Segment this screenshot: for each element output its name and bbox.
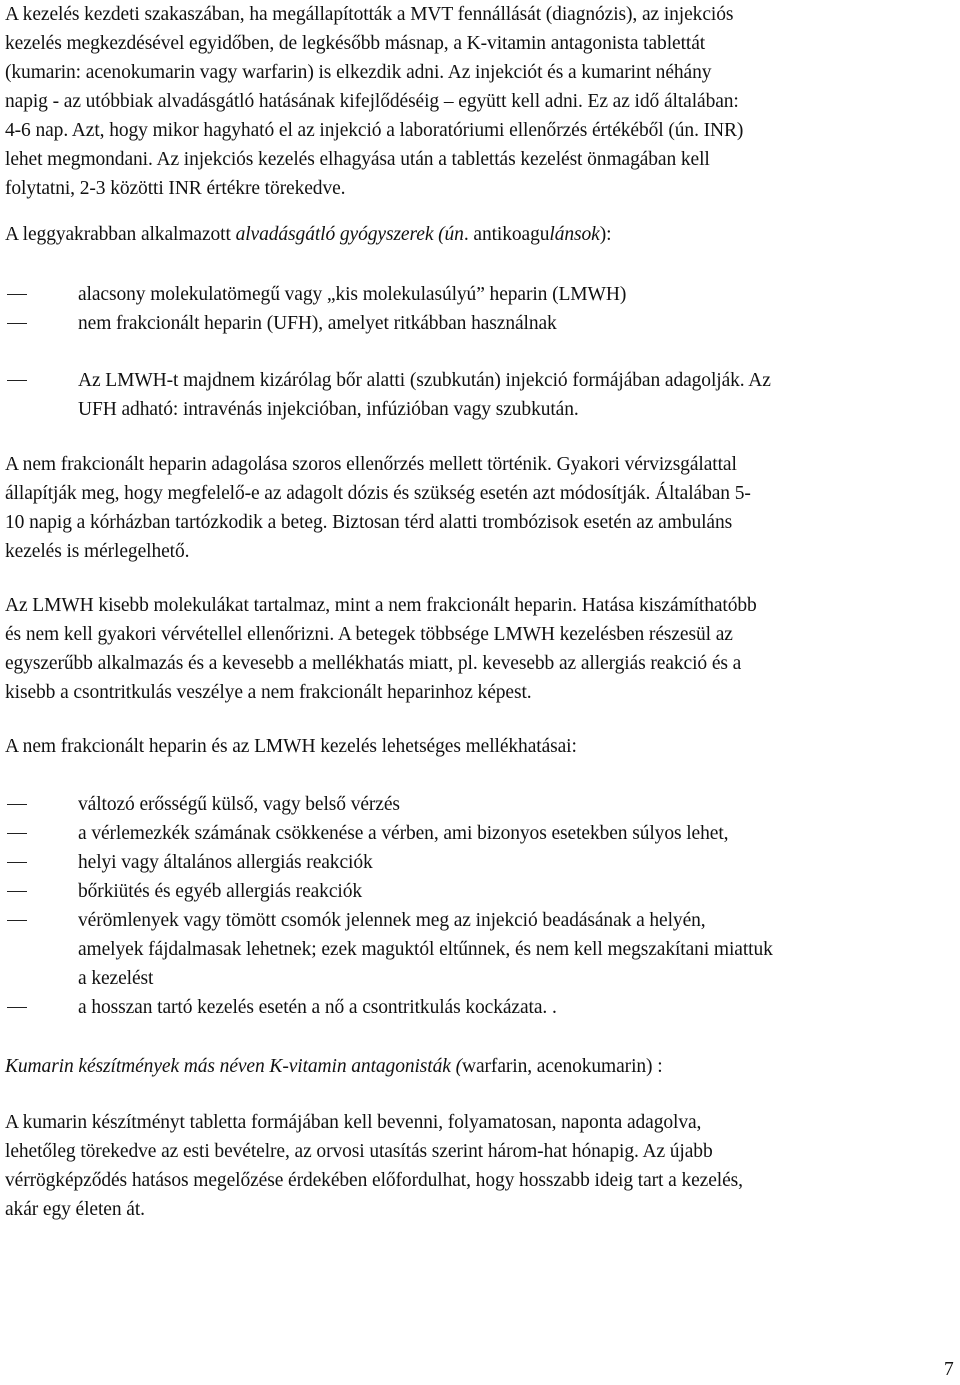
text-line xyxy=(5,1052,955,1081)
text-line: napig - az utóbbiak alvadásgátló hatásának kifejlődéséig ‒ együtt kell adni. Ez az idő általában: xyxy=(5,91,739,112)
dash-bullet xyxy=(5,993,27,1022)
text-line: lehetőleg törekedve az esti bevételre, az orvosi utasítás szerint három-hat hónapig. Az újabb xyxy=(5,1141,713,1162)
drug-list xyxy=(5,280,945,338)
text-line xyxy=(5,220,955,249)
side-effects-list xyxy=(5,790,945,1022)
text-line: a hosszan tartó kezelés esetén a nő a csontritkulás kockázata. . xyxy=(78,997,557,1018)
text-line: kezelés megkezdésével egyidőben, de legkésőbb másnap, a K-vitamin antagonista tablettát xyxy=(5,33,706,54)
heading-middle: . antikoagu xyxy=(463,224,550,245)
heading-prefix: A leggyakrabban alkalmazott xyxy=(5,224,236,245)
text-line: kisebb a csontritkulás veszélye a nem frakcionált heparinhoz képest. xyxy=(5,682,532,703)
text-line: akár egy életen át. xyxy=(5,1199,145,1220)
text-line: A nem frakcionált heparin és az LMWH kezelés lehetséges mellékhatásai: xyxy=(5,736,577,757)
list-item xyxy=(5,280,945,309)
text-line: A kumarin készítményt tabletta formájában kell bevenni, folyamatosan, naponta adagolva, xyxy=(5,1112,702,1133)
text-line: vérrögképződés hatásos megelőzése érdekében előfordulhat, hogy hosszabb ideig tart a kezelés, xyxy=(5,1170,743,1191)
text-line: alacsony molekulatömegű vagy „kis molekulasúlyú” heparin (LMWH) xyxy=(78,284,627,305)
dash-bullet xyxy=(5,366,27,395)
text-line: helyi vagy általános allergiás reakciók xyxy=(78,852,373,873)
text-line: lehet megmondani. Az injekciós kezelés elhagyása után a tablettás kezelést önmagában kell xyxy=(5,149,710,170)
text-line: A kezelés kezdeti szakaszában, ha megállapították a MVT fennállását (diagnózis), az injekciós xyxy=(5,4,734,25)
text-line: Az LMWH kisebb molekulákat tartalmaz, mint a nem frakcionált heparin. Hatása kiszámíthatóbb xyxy=(5,595,757,616)
list-item xyxy=(5,819,945,848)
text-line: UFH adható: intravénás injekcióban, infúzióban vagy szubkután. xyxy=(78,399,579,420)
text-line: a kezelést xyxy=(78,968,154,989)
text-line: változó erősségű külső, vagy belső vérzés xyxy=(78,794,400,815)
list-item xyxy=(5,366,945,424)
dash-bullet xyxy=(5,819,27,848)
list-item xyxy=(5,790,945,819)
text-line: vérömlenyek vagy tömött csomók jelennek meg az injekció beadásának a helyén, xyxy=(78,910,706,931)
heading-normal-part: warfarin, acenokumarin) : xyxy=(462,1056,663,1077)
kumarin-paragraph xyxy=(5,1108,955,1224)
list-item xyxy=(5,848,945,877)
dash-bullet xyxy=(5,280,27,309)
text-line: kezelés is mérlegelhető. xyxy=(5,541,190,562)
dash-bullet xyxy=(5,790,27,819)
heading-italic-part: lánsok xyxy=(549,224,600,245)
dash-bullet xyxy=(5,877,27,906)
text-line: 10 napig a kórházban tartózkodik a beteg. Biztosan térd alatti trombózisok esetén az ambuláns xyxy=(5,512,733,533)
list-item xyxy=(5,309,945,338)
text-line: A nem frakcionált heparin adagolása szoros ellenőrzés mellett történik. Gyakori vérvizsgálattal xyxy=(5,454,737,475)
text-line: állapítják meg, hogy megfelelő-e az adagolt dózis és szükség esetén azt módosítják. Általában 5- xyxy=(5,483,751,504)
text-line: egyszerűbb alkalmazás és a kevesebb a mellékhatás miatt, pl. kevesebb az allergiás reakció és a xyxy=(5,653,742,674)
text-line: amelyek fájdalmasak lehetnek; ezek maguktól eltűnnek, és nem kell megszakítani miattuk xyxy=(78,939,773,960)
ufh-paragraph xyxy=(5,450,955,566)
list-item xyxy=(5,906,945,993)
text-line: a vérlemezkék számának csökkenése a vérben, ami bizonyos esetekben súlyos lehet, xyxy=(78,823,729,844)
dash-bullet xyxy=(5,309,27,338)
side-effects-heading xyxy=(5,732,955,761)
text-line: nem frakcionált heparin (UFH), amelyet ritkábban használnak xyxy=(78,313,557,334)
heading-italic-part: Kumarin készítmények más néven K-vitamin antagonisták ( xyxy=(5,1056,462,1077)
list-item xyxy=(5,877,945,906)
text-line: (kumarin: acenokumarin vagy warfarin) is elkezdik adni. Az injekciót és a kumarint néhány xyxy=(5,62,712,83)
text-line: és nem kell gyakori vérvétellel ellenőrizni. A betegek többsége LMWH kezelésben részesül az xyxy=(5,624,733,645)
heading-italic-part: alvadásgátló gyógyszerek (ún xyxy=(235,224,464,245)
text-line: folytatni, 2-3 közötti INR értékre törekedve. xyxy=(5,178,346,199)
page-number: 7 xyxy=(944,1359,954,1380)
heading-suffix: ): xyxy=(599,224,612,245)
anticoagulant-heading xyxy=(5,220,955,249)
list-item xyxy=(5,993,945,1022)
text-line: bőrkiütés és egyéb allergiás reakciók xyxy=(78,881,363,902)
kumarin-heading xyxy=(5,1052,955,1081)
text-line: Az LMWH-t majdnem kizárólag bőr alatti (szubkután) injekció formájában adagolják. Az xyxy=(78,370,771,391)
intro-paragraph xyxy=(5,0,955,203)
lmwh-paragraph xyxy=(5,591,955,707)
dash-bullet xyxy=(5,906,27,935)
administration-list xyxy=(5,366,945,424)
dash-bullet xyxy=(5,848,27,877)
text-line: 4-6 nap. Azt, hogy mikor hagyható el az injekció a laboratóriumi ellenőrzés értékéből (ún. INR) xyxy=(5,120,744,141)
